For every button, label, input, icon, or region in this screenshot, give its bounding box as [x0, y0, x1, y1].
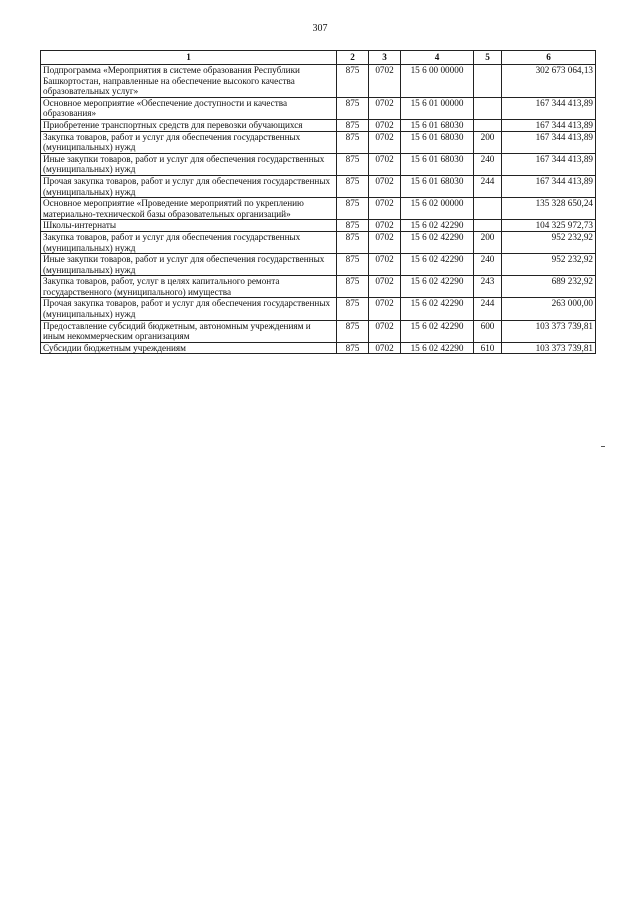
row-amount: 167 344 413,89 — [502, 131, 596, 153]
row-expense-type: 244 — [474, 298, 502, 320]
row-name: Прочая закупка товаров, работ и услуг для обеспечения государственных (муниципальных) нужд — [41, 298, 337, 320]
row-name: Прочая закупка товаров, работ и услуг для обеспечения государственных (муниципальных) нужд — [41, 175, 337, 197]
header-col-2: 2 — [337, 51, 369, 65]
row-name: Закупка товаров, работ, услуг в целях капитального ремонта государственного (муниципального) имущества — [41, 276, 337, 298]
header-col-6: 6 — [502, 51, 596, 65]
header-col-4: 4 — [401, 51, 474, 65]
row-name: Основное мероприятие «Проведение мероприятий по укреплению материально-технической базы образовательных организаций» — [41, 198, 337, 220]
table-header-row — [41, 51, 596, 65]
table-row — [41, 198, 596, 220]
row-ministry-code: 875 — [337, 65, 369, 98]
row-ministry-code: 875 — [337, 175, 369, 197]
table-row — [41, 65, 596, 98]
header-col-3: 3 — [369, 51, 401, 65]
row-target-article: 15 6 02 42290 — [401, 298, 474, 320]
table-row — [41, 175, 596, 197]
row-name: Закупка товаров, работ и услуг для обеспечения государственных (муниципальных) нужд — [41, 231, 337, 253]
budget-table — [40, 50, 596, 354]
row-amount: 689 232,92 — [502, 276, 596, 298]
row-expense-type: 243 — [474, 276, 502, 298]
row-section-code: 0702 — [369, 131, 401, 153]
row-ministry-code: 875 — [337, 254, 369, 276]
row-amount: 103 373 739,81 — [502, 320, 596, 342]
row-expense-type — [474, 65, 502, 98]
row-amount: 167 344 413,89 — [502, 119, 596, 131]
margin-dash — [601, 446, 605, 447]
row-expense-type: 244 — [474, 175, 502, 197]
row-ministry-code: 875 — [337, 97, 369, 119]
row-section-code: 0702 — [369, 342, 401, 354]
table-row — [41, 276, 596, 298]
row-section-code: 0702 — [369, 65, 401, 98]
row-amount: 302 673 064,13 — [502, 65, 596, 98]
table-body — [41, 65, 596, 354]
row-section-code: 0702 — [369, 198, 401, 220]
row-amount: 104 325 972,73 — [502, 220, 596, 232]
row-ministry-code: 875 — [337, 231, 369, 253]
row-amount: 167 344 413,89 — [502, 153, 596, 175]
row-expense-type — [474, 119, 502, 131]
row-target-article: 15 6 01 68030 — [401, 131, 474, 153]
row-name: Предоставление субсидий бюджетным, автономным учреждениям и иным некоммерческим организациям — [41, 320, 337, 342]
row-expense-type: 240 — [474, 153, 502, 175]
row-section-code: 0702 — [369, 220, 401, 232]
row-expense-type — [474, 220, 502, 232]
row-name: Основное мероприятие «Обеспечение доступности и качества образования» — [41, 97, 337, 119]
row-target-article: 15 6 01 00000 — [401, 97, 474, 119]
row-target-article: 15 6 01 68030 — [401, 175, 474, 197]
row-name: Иные закупки товаров, работ и услуг для обеспечения государственных (муниципальных) нужд — [41, 153, 337, 175]
row-ministry-code: 875 — [337, 153, 369, 175]
row-name: Школы-интернаты — [41, 220, 337, 232]
header-col-1: 1 — [41, 51, 337, 65]
table-row — [41, 298, 596, 320]
table-row — [41, 254, 596, 276]
row-expense-type: 240 — [474, 254, 502, 276]
row-name: Подпрограмма «Мероприятия в системе образования Республики Башкортостан, направленные на обеспечение высокого качества образовательных услуг» — [41, 65, 337, 98]
row-expense-type — [474, 198, 502, 220]
row-target-article: 15 6 02 42290 — [401, 231, 474, 253]
table-row — [41, 342, 596, 354]
table-row — [41, 131, 596, 153]
row-expense-type: 200 — [474, 131, 502, 153]
row-name: Закупка товаров, работ и услуг для обеспечения государственных (муниципальных) нужд — [41, 131, 337, 153]
row-name: Субсидии бюджетным учреждениям — [41, 342, 337, 354]
row-amount: 952 232,92 — [502, 254, 596, 276]
row-ministry-code: 875 — [337, 320, 369, 342]
row-section-code: 0702 — [369, 276, 401, 298]
table-row — [41, 220, 596, 232]
table-row — [41, 231, 596, 253]
row-section-code: 0702 — [369, 320, 401, 342]
row-amount: 263 000,00 — [502, 298, 596, 320]
row-target-article: 15 6 01 68030 — [401, 153, 474, 175]
row-section-code: 0702 — [369, 97, 401, 119]
table-row — [41, 97, 596, 119]
row-section-code: 0702 — [369, 231, 401, 253]
table-row — [41, 320, 596, 342]
row-amount: 167 344 413,89 — [502, 175, 596, 197]
row-expense-type: 600 — [474, 320, 502, 342]
row-expense-type: 200 — [474, 231, 502, 253]
row-target-article: 15 6 02 42290 — [401, 220, 474, 232]
row-ministry-code: 875 — [337, 298, 369, 320]
row-target-article: 15 6 02 42290 — [401, 320, 474, 342]
row-target-article: 15 6 02 42290 — [401, 342, 474, 354]
page-number: 307 — [312, 23, 328, 34]
table-row — [41, 153, 596, 175]
row-target-article: 15 6 00 00000 — [401, 65, 474, 98]
row-amount: 952 232,92 — [502, 231, 596, 253]
row-amount: 167 344 413,89 — [502, 97, 596, 119]
row-section-code: 0702 — [369, 254, 401, 276]
row-expense-type: 610 — [474, 342, 502, 354]
row-section-code: 0702 — [369, 175, 401, 197]
table-row — [41, 119, 596, 131]
row-target-article: 15 6 01 68030 — [401, 119, 474, 131]
row-section-code: 0702 — [369, 119, 401, 131]
row-ministry-code: 875 — [337, 198, 369, 220]
row-section-code: 0702 — [369, 298, 401, 320]
row-amount: 103 373 739,81 — [502, 342, 596, 354]
row-ministry-code: 875 — [337, 131, 369, 153]
row-section-code: 0702 — [369, 153, 401, 175]
row-ministry-code: 875 — [337, 276, 369, 298]
row-ministry-code: 875 — [337, 119, 369, 131]
row-ministry-code: 875 — [337, 342, 369, 354]
row-expense-type — [474, 97, 502, 119]
header-col-5: 5 — [474, 51, 502, 65]
row-amount: 135 328 650,24 — [502, 198, 596, 220]
row-name: Иные закупки товаров, работ и услуг для обеспечения государственных (муниципальных) нужд — [41, 254, 337, 276]
row-target-article: 15 6 02 42290 — [401, 276, 474, 298]
row-name: Приобретение транспортных средств для перевозки обучающихся — [41, 119, 337, 131]
row-ministry-code: 875 — [337, 220, 369, 232]
row-target-article: 15 6 02 00000 — [401, 198, 474, 220]
row-target-article: 15 6 02 42290 — [401, 254, 474, 276]
